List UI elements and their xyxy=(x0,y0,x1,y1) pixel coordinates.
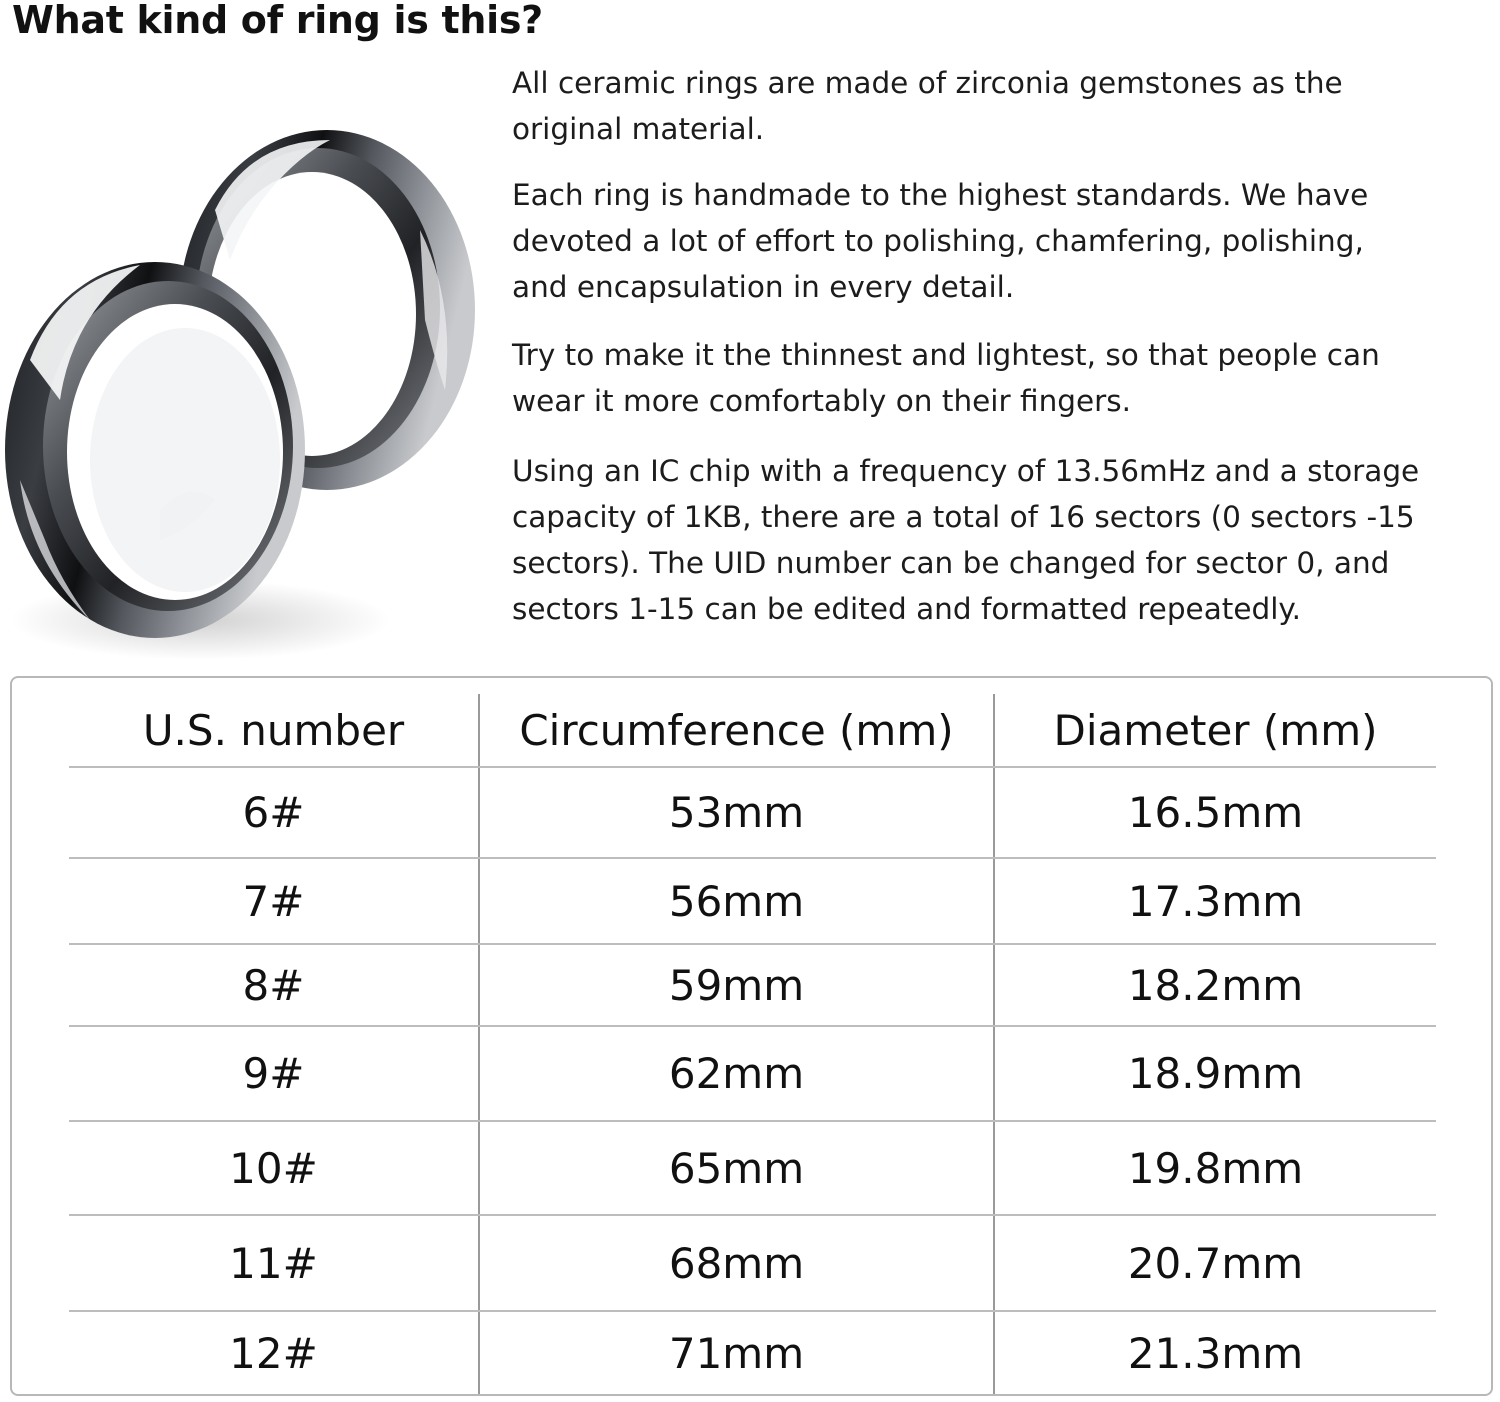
description-line: Each ring is handmade to the highest standards. We have xyxy=(512,178,1369,212)
ring-description xyxy=(512,60,1497,652)
diameter-cell: 21.3mm xyxy=(994,1311,1436,1394)
column-header-circumference: Circumference (mm) xyxy=(479,694,994,767)
description-paragraph xyxy=(512,172,1497,310)
circumference-cell: 59mm xyxy=(479,944,994,1026)
description-line: capacity of 1KB, there are a total of 16 sectors (0 sectors -15 xyxy=(512,500,1415,534)
table-row xyxy=(69,1311,1436,1394)
us-number-cell: 6# xyxy=(69,767,479,858)
description-line: Try to make it the thinnest and lightest, so that people can xyxy=(512,338,1380,372)
circumference-cell: 68mm xyxy=(479,1215,994,1311)
circumference-cell: 65mm xyxy=(479,1121,994,1215)
table-row xyxy=(69,767,1436,858)
us-number-cell: 8# xyxy=(69,944,479,1026)
description-line: and encapsulation in every detail. xyxy=(512,270,1015,304)
table-row xyxy=(69,1026,1436,1121)
us-number-cell: 9# xyxy=(69,1026,479,1121)
us-number-cell: 7# xyxy=(69,858,479,944)
diameter-cell: 18.9mm xyxy=(994,1026,1436,1121)
table-row xyxy=(69,1121,1436,1215)
circumference-cell: 56mm xyxy=(479,858,994,944)
us-number-cell: 11# xyxy=(69,1215,479,1311)
description-paragraph xyxy=(512,60,1497,152)
table-row xyxy=(69,858,1436,944)
description-line: sectors 1-15 can be edited and formatted repeatedly. xyxy=(512,592,1302,626)
table-header-row xyxy=(69,694,1436,767)
size-chart-table xyxy=(69,694,1436,1394)
diameter-cell: 16.5mm xyxy=(994,767,1436,858)
ceramic-rings-image xyxy=(0,60,500,670)
description-line: wear it more comfortably on their fingers. xyxy=(512,384,1132,418)
page-title: What kind of ring is this? xyxy=(12,0,543,42)
diameter-cell: 18.2mm xyxy=(994,944,1436,1026)
column-header-diameter: Diameter (mm) xyxy=(994,694,1436,767)
description-line: original material. xyxy=(512,112,765,146)
table-row xyxy=(69,1215,1436,1311)
circumference-cell: 53mm xyxy=(479,767,994,858)
description-line: All ceramic rings are made of zirconia gemstones as the xyxy=(512,66,1343,100)
description-paragraph xyxy=(512,448,1497,632)
diameter-cell: 19.8mm xyxy=(994,1121,1436,1215)
diameter-cell: 20.7mm xyxy=(994,1215,1436,1311)
description-paragraph xyxy=(512,332,1497,424)
size-chart-card xyxy=(10,676,1493,1396)
description-line: Using an IC chip with a frequency of 13.56mHz and a storage xyxy=(512,454,1420,488)
column-header-us-number: U.S. number xyxy=(69,694,479,767)
table-row xyxy=(69,944,1436,1026)
circumference-cell: 62mm xyxy=(479,1026,994,1121)
description-line: devoted a lot of effort to polishing, chamfering, polishing, xyxy=(512,224,1364,258)
diameter-cell: 17.3mm xyxy=(994,858,1436,944)
description-line: sectors). The UID number can be changed for sector 0, and xyxy=(512,546,1390,580)
us-number-cell: 12# xyxy=(229,1328,318,1378)
front-ring xyxy=(5,262,305,638)
us-number-cell: 10# xyxy=(69,1121,479,1215)
circumference-cell: 71mm xyxy=(479,1311,994,1394)
